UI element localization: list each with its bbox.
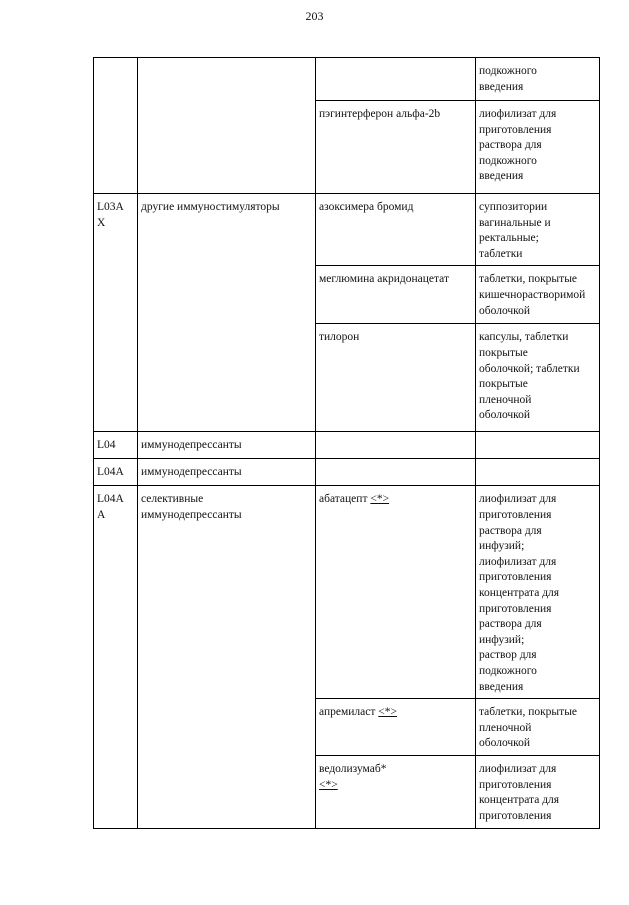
form-cell: суппозитории вагинальные и ректальные; таблетки <box>476 194 600 266</box>
special-mark: <*> <box>319 778 338 791</box>
form-cell: лиофилизат для приготовления раствора для инфузий; лиофилизат для приготовления концентрата для приготовления раствора для инфузий; раствор для подкожного введения <box>476 486 600 699</box>
drug-cell <box>316 58 476 101</box>
atc-code-cell: L04A A <box>94 486 138 829</box>
atc-code-cell: L04 <box>94 432 138 459</box>
drug-cell: тилорон <box>316 324 476 432</box>
form-cell: лиофилизат для приготовления концентрата для приготовления <box>476 756 600 829</box>
drug-name: абатацепт <box>319 493 368 506</box>
special-mark: <*> <box>370 493 390 506</box>
drug-cell: меглюмина акридонацетат <box>316 266 476 324</box>
drug-cell: пэгинтерферон альфа-2b <box>316 101 476 194</box>
group-cell <box>138 58 316 194</box>
group-cell: иммунодепрессанты <box>138 459 316 486</box>
table-row <box>94 432 600 459</box>
table-row <box>94 194 600 266</box>
group-cell: селективные иммунодепрессанты <box>138 486 316 829</box>
form-cell: таблетки, покрытые пленочной оболочкой <box>476 699 600 756</box>
form-cell: лиофилизат для приготовления раствора для подкожного введения <box>476 101 600 194</box>
drug-cell: азоксимера бромид <box>316 194 476 266</box>
drug-name: ведолизумаб* <box>319 763 387 776</box>
atc-code-cell: L03A X <box>94 194 138 432</box>
atc-code-cell: L04A <box>94 459 138 486</box>
form-cell: подкожного введения <box>476 58 600 101</box>
group-cell: другие иммуностимуляторы <box>138 194 316 432</box>
special-mark: <*> <box>378 706 397 719</box>
form-cell: таблетки, покрытые кишечнорастворимой оболочкой <box>476 266 600 324</box>
page-number: 203 <box>305 9 324 23</box>
table-row <box>94 58 600 101</box>
table-row <box>94 486 600 699</box>
drug-cell <box>316 756 476 829</box>
form-cell: капсулы, таблетки покрытые оболочкой; таблетки покрытые пленочной оболочкой <box>476 324 600 432</box>
medicine-table <box>93 57 600 829</box>
atc-code-cell <box>94 58 138 194</box>
drug-cell <box>316 699 476 756</box>
drug-cell <box>316 459 476 486</box>
group-cell: иммунодепрессанты <box>138 432 316 459</box>
form-cell <box>476 432 600 459</box>
drug-cell <box>316 432 476 459</box>
table-row <box>94 459 600 486</box>
drug-name: апремиласт <box>319 706 376 719</box>
form-cell <box>476 459 600 486</box>
drug-cell <box>316 486 476 699</box>
